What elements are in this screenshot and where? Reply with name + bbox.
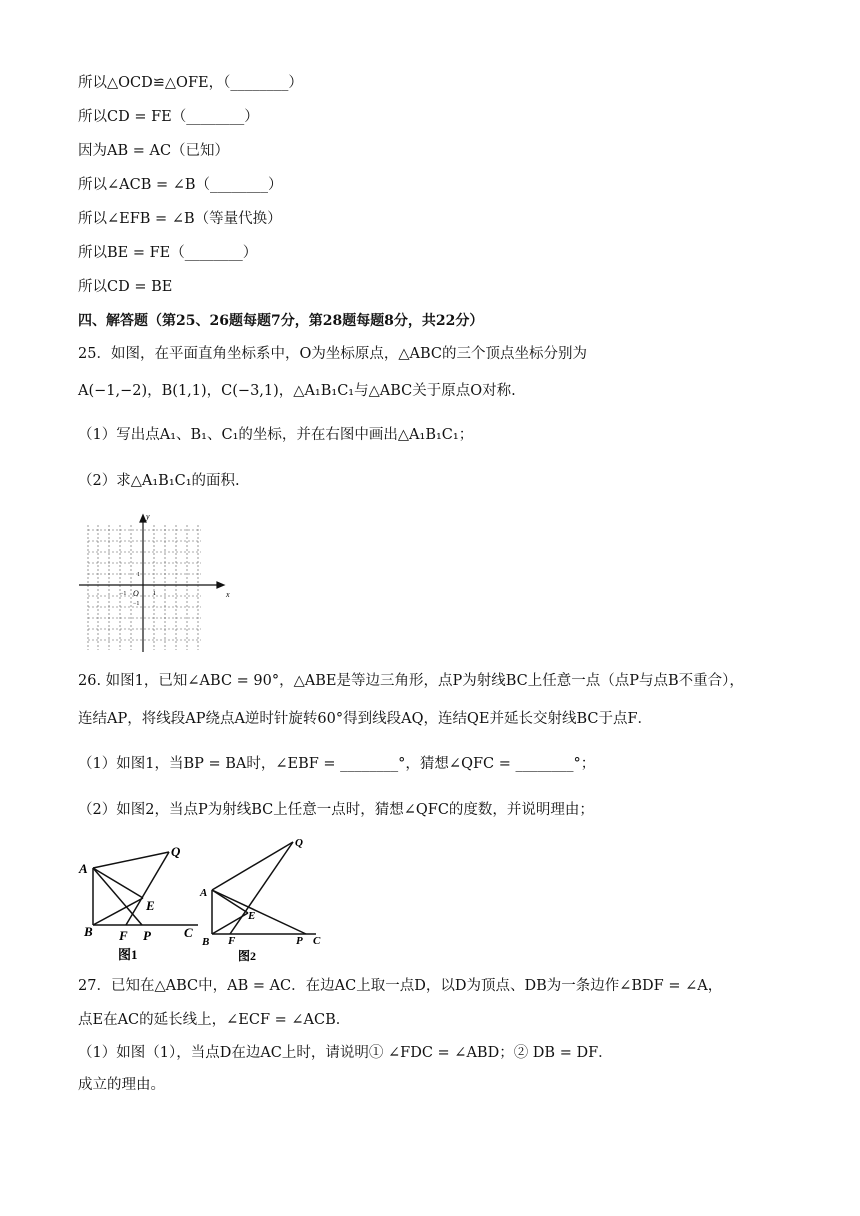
fig2-label-Q: Q (295, 837, 303, 849)
x-axis-arrow-icon (217, 582, 224, 588)
fig1-label-C: C (184, 925, 193, 940)
figure-2 (198, 830, 333, 963)
fig1-label-Q: Q (171, 844, 181, 859)
q25-line-1: 25．如图，在平面直角坐标系中，O为坐标原点，△ABC的三个顶点坐标分别为 (78, 346, 587, 362)
q27-line-1: 27．已知在△ABC中，AB = AC．在边AC上取一点D，以D为顶点、DB为一条边作∠BDF = ∠A， (78, 978, 723, 994)
q26-part-1: （1）如图1，当BP = BA时，∠EBF = ________°，猜想∠QFC = ________°； (78, 756, 596, 772)
q27-part-1: （1）如图（1），当点D在边AC上时，请说明① ∠FDC = ∠ABD；② DB = DF． (78, 1045, 613, 1061)
fig2-label-F: F (228, 935, 236, 947)
proof-line-1: 所以△OCD≌△OFE，（________） (78, 75, 303, 91)
q26-line-2: 连结AP，将线段AP绕点A逆时针旋转60°得到线段AQ，连结QE并延长交射线BC于点F． (78, 711, 653, 727)
proof-line-6: 所以BE = FE（________） (78, 245, 258, 261)
figure-1 (76, 838, 201, 963)
q26-part-2: （2）如图2，当点P为射线BC上任意一点时，猜想∠QFC的度数，并说明理由； (78, 802, 594, 818)
q26-line-1: 26. 如图1，已知∠ABC = 90°，△ABE是等边三角形，点P为射线BC上任意一点（点P与点B不重合）， (78, 673, 744, 689)
proof-line-2: 所以CD = FE（________） (78, 109, 259, 125)
fig2-label-P: P (296, 935, 303, 947)
q25-part-2: （2）求△A₁B₁C₁的面积. (78, 473, 240, 489)
x-tick-neg1: −1 (120, 591, 127, 597)
fig2-label-E: E (248, 910, 256, 922)
fig1-label-E: E (146, 898, 155, 913)
q27-part-1-continued: 成立的理由。 (78, 1077, 165, 1093)
origin-label: O (133, 589, 139, 598)
q25-part-1: （1）写出点A₁、B₁、C₁的坐标，并在右图中画出△A₁B₁C₁； (78, 427, 474, 443)
section-heading: 四、解答题（第25、26题每题7分，第28题每题8分，共22分） (78, 313, 484, 329)
fig1-label-P: P (143, 928, 151, 943)
proof-line-5: 所以∠EFB = ∠B（等量代换） (78, 211, 282, 227)
fig2-label-B: B (202, 936, 210, 948)
proof-line-3: 因为AB = AC（已知） (78, 143, 230, 159)
q25-line-2: A(−1,−2)，B(1,1)，C(−3,1)，△A₁B₁C₁与△ABC关于原点O对称. (78, 383, 516, 399)
proof-line-7: 所以CD = BE (78, 279, 173, 295)
fig2-label-A: A (200, 887, 208, 899)
proof-line-4: 所以∠ACB = ∠B（________） (78, 177, 283, 193)
q27-line-2: 点E在AC的延长线上，∠ECF = ∠ACB． (78, 1012, 351, 1028)
fig1-caption: 图1 (118, 947, 138, 962)
x-axis-label: x (226, 590, 230, 599)
fig1-label-A: A (79, 861, 88, 876)
x-tick-1: 1 (153, 591, 156, 597)
fig1-label-F: F (119, 928, 128, 943)
coordinate-grid-figure (76, 510, 236, 655)
fig2-caption: 图2 (238, 949, 257, 963)
y-tick-1: 1 (137, 572, 140, 578)
y-axis-label: y (146, 512, 150, 521)
y-tick-neg1: −1 (133, 601, 140, 607)
fig2-label-C: C (313, 935, 321, 947)
fig1-label-B: B (84, 924, 93, 939)
